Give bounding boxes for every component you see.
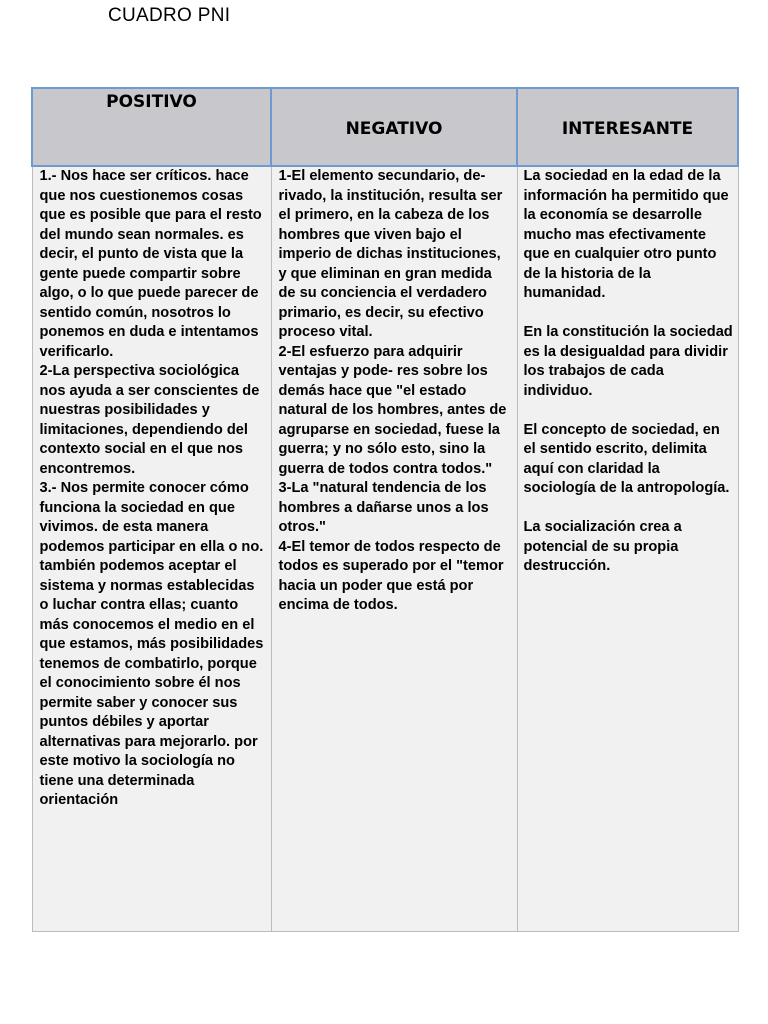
table-row bbox=[32, 166, 738, 932]
cell-negativo: 1-El elemento secundario, de- rivado, la institución, resulta ser el primero, en la cabeza de los hombres que viven bajo el imperio de dichas instituciones, y que eliminan en gran medida de su conciencia el verdadero primario, es decir, su efectivo proceso vital. 2-El esfuerzo para adquirir ventajas y pode- res sobre los demás hace que "el estado natural de los hombres, antes de agruparse en sociedad, fuese la guerra; y no sólo esto, sino la guerra de todos contra todos." 3-La "natural tendencia de los hombres a dañarse unos a los otros." 4-El temor de todos respecto de todos es superado por el "temor hacia un poder que está por encima de todos. bbox=[271, 166, 517, 932]
cell-positivo: 1.- Nos hace ser críticos. hace que nos cuestionemos cosas que es posible que para el resto del mundo sean normales. es decir, el punto de vista que la gente puede compartir sobre algo, o lo que puede parecer de sentido común, nosotros lo ponemos en duda e intentamos verificarlo. 2-La perspectiva sociológica nos ayuda a ser conscientes de nuestras posibilidades y limitaciones, dependiendo del contexto social en el que nos encontremos. 3.- Nos permite conocer cómo funciona la sociedad en que vivimos. de esta manera podemos participar en ella o no. también podemos aceptar el sistema y normas establecidas o luchar contra ellas; cuanto más conocemos el medio en el que estamos, más posibilidades tenemos de combatirlo, porque el conocimiento sobre él nos permite saber y conocer sus puntos débiles y aportar alternativas para mejorarlo. por este motivo la sociología no tiene una determinada orientación bbox=[32, 166, 271, 932]
cell-interesante: La sociedad en la edad de la información ha permitido que la economía se desarrolle mucho mas efectivamente que en cualquier otro punto de la historia de la humanidad. En la constitución la sociedad es la desigualdad para dividir los trabajos de cada individuo. El concepto de sociedad, en el sentido escrito, delimita aquí con claridad la sociología de la antropología. La socialización crea a potencial de su propia destrucción. bbox=[517, 166, 738, 932]
document-title: CUADRO PNI bbox=[108, 5, 231, 26]
pni-table bbox=[31, 87, 739, 932]
header-positivo: POSITIVO bbox=[32, 88, 271, 166]
header-negativo: NEGATIVO bbox=[271, 88, 517, 166]
table-header-row bbox=[32, 88, 738, 166]
header-interesante: INTERESANTE bbox=[517, 88, 738, 166]
